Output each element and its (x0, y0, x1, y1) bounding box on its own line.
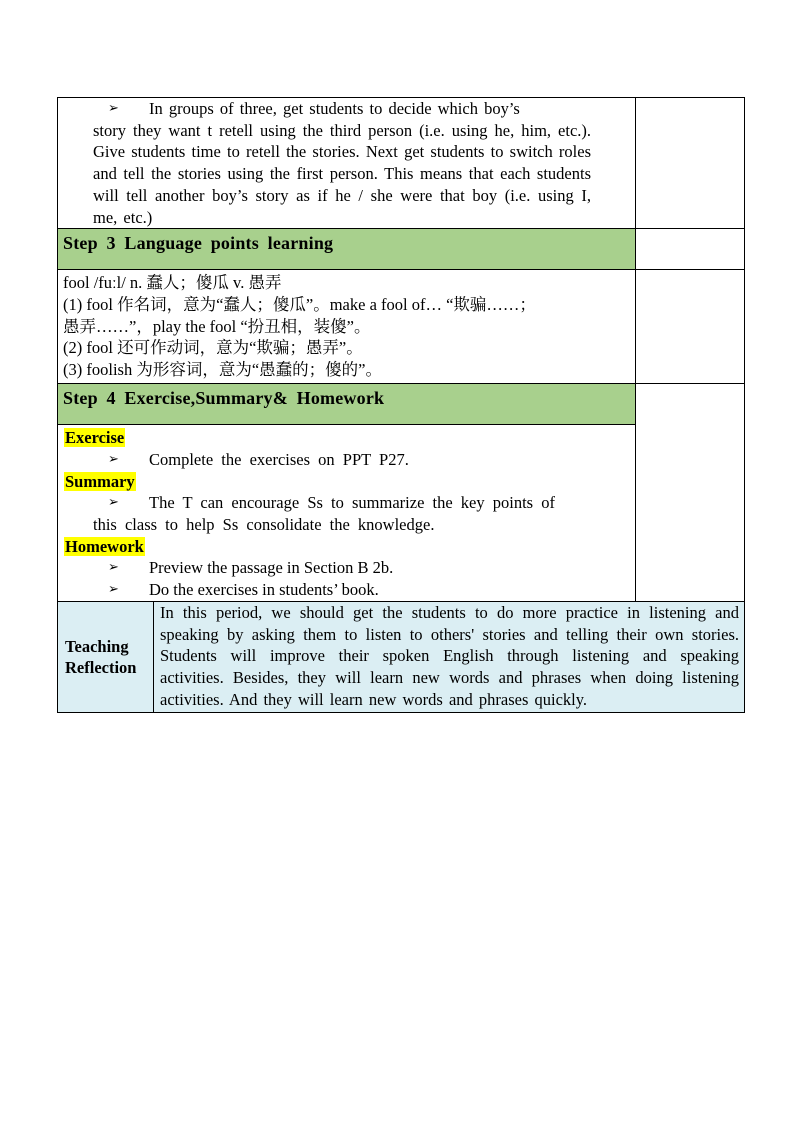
notes-cell (636, 98, 745, 229)
step3-header-row (58, 229, 745, 270)
summary-label: Summary (65, 471, 135, 491)
summary-first-line: The T can encourage Ss to summarize the key points of (149, 493, 555, 513)
exercise-cell (58, 425, 636, 602)
arrow-bullet-icon: ➢ (108, 582, 119, 598)
reflection-row (58, 601, 745, 713)
activity-paragraph: story they want t retell using the third person (i.e. using he, him, etc.). Give students time to retell the stories. Next get students to switch roles and tell the stories using the first person. This means that each students will tell another boy’s story as if he / she were that boy (i.e. using I, me, etc.) (93, 120, 592, 227)
reflection-label-line1: Teaching (65, 637, 129, 657)
summary-item (58, 492, 635, 514)
homework-item-text: Preview the passage in Section B 2b. (149, 558, 394, 578)
step3-title: Step 3 Language points learning (63, 233, 334, 254)
step4-header-cell (58, 384, 636, 425)
vocab-line: fool /fuːl/ n. 蠢人；傻瓜 v. 愚弄 (63, 273, 282, 293)
homework-label: Homework (65, 536, 144, 556)
step4-title: Step 4 Exercise,Summary& Homework (63, 388, 385, 409)
notes-cell (636, 229, 745, 270)
step3-header-cell (58, 229, 636, 270)
activity-first-line: In groups of three, get students to decide which boy’s (149, 99, 520, 118)
notes-cell (636, 384, 745, 602)
step4-header-row (58, 384, 745, 425)
vocab-line: (1) fool 作名词，意为“蠢人；傻瓜”。make a fool of… “欺骗……； (63, 294, 536, 314)
exercise-item-text: Complete the exercises on PPT P27. (149, 449, 409, 469)
lesson-plan-table (57, 97, 745, 713)
reflection-text: In this period, we should get the students to do more practice in listening and speaking by asking them to listen to others' stories and telling their own stories. Students will improve their spoken English through listening and speaking activities. Besides, they will learn new words and phrases when doing listening activities. And they will learn new words and phrases quickly. (160, 602, 740, 709)
reflection-text-cell (154, 601, 745, 713)
activity-row (58, 98, 745, 229)
homework-item (58, 557, 635, 579)
vocab-line: 愚弄……”，play the fool “扮丑相，装傻”。 (63, 316, 371, 336)
homework-item (58, 579, 635, 601)
arrow-bullet-icon: ➢ (108, 101, 119, 116)
arrow-bullet-icon: ➢ (108, 560, 119, 576)
language-points-block (58, 270, 635, 381)
arrow-bullet-icon: ➢ (108, 451, 119, 467)
reflection-label-cell (58, 601, 154, 713)
summary-rest: this class to help Ss consolidate the knowledge. (93, 515, 435, 535)
language-points-cell (58, 270, 636, 384)
exercise-item (58, 449, 635, 471)
language-points-row (58, 270, 745, 384)
notes-cell (636, 270, 745, 384)
activity-bullet-line (58, 98, 635, 120)
vocab-line: (3) foolish 为形容词，意为“愚蠢的；傻的”。 (63, 360, 382, 380)
vocab-line: (2) fool 还可作动词，意为“欺骗；愚弄”。 (63, 338, 363, 358)
homework-item-text: Do the exercises in students’ book. (149, 580, 379, 600)
activity-cell (58, 98, 636, 229)
lesson-plan-page (57, 97, 744, 713)
exercise-label: Exercise (65, 428, 125, 448)
arrow-bullet-icon: ➢ (108, 495, 119, 511)
reflection-label-line2: Reflection (65, 658, 137, 678)
